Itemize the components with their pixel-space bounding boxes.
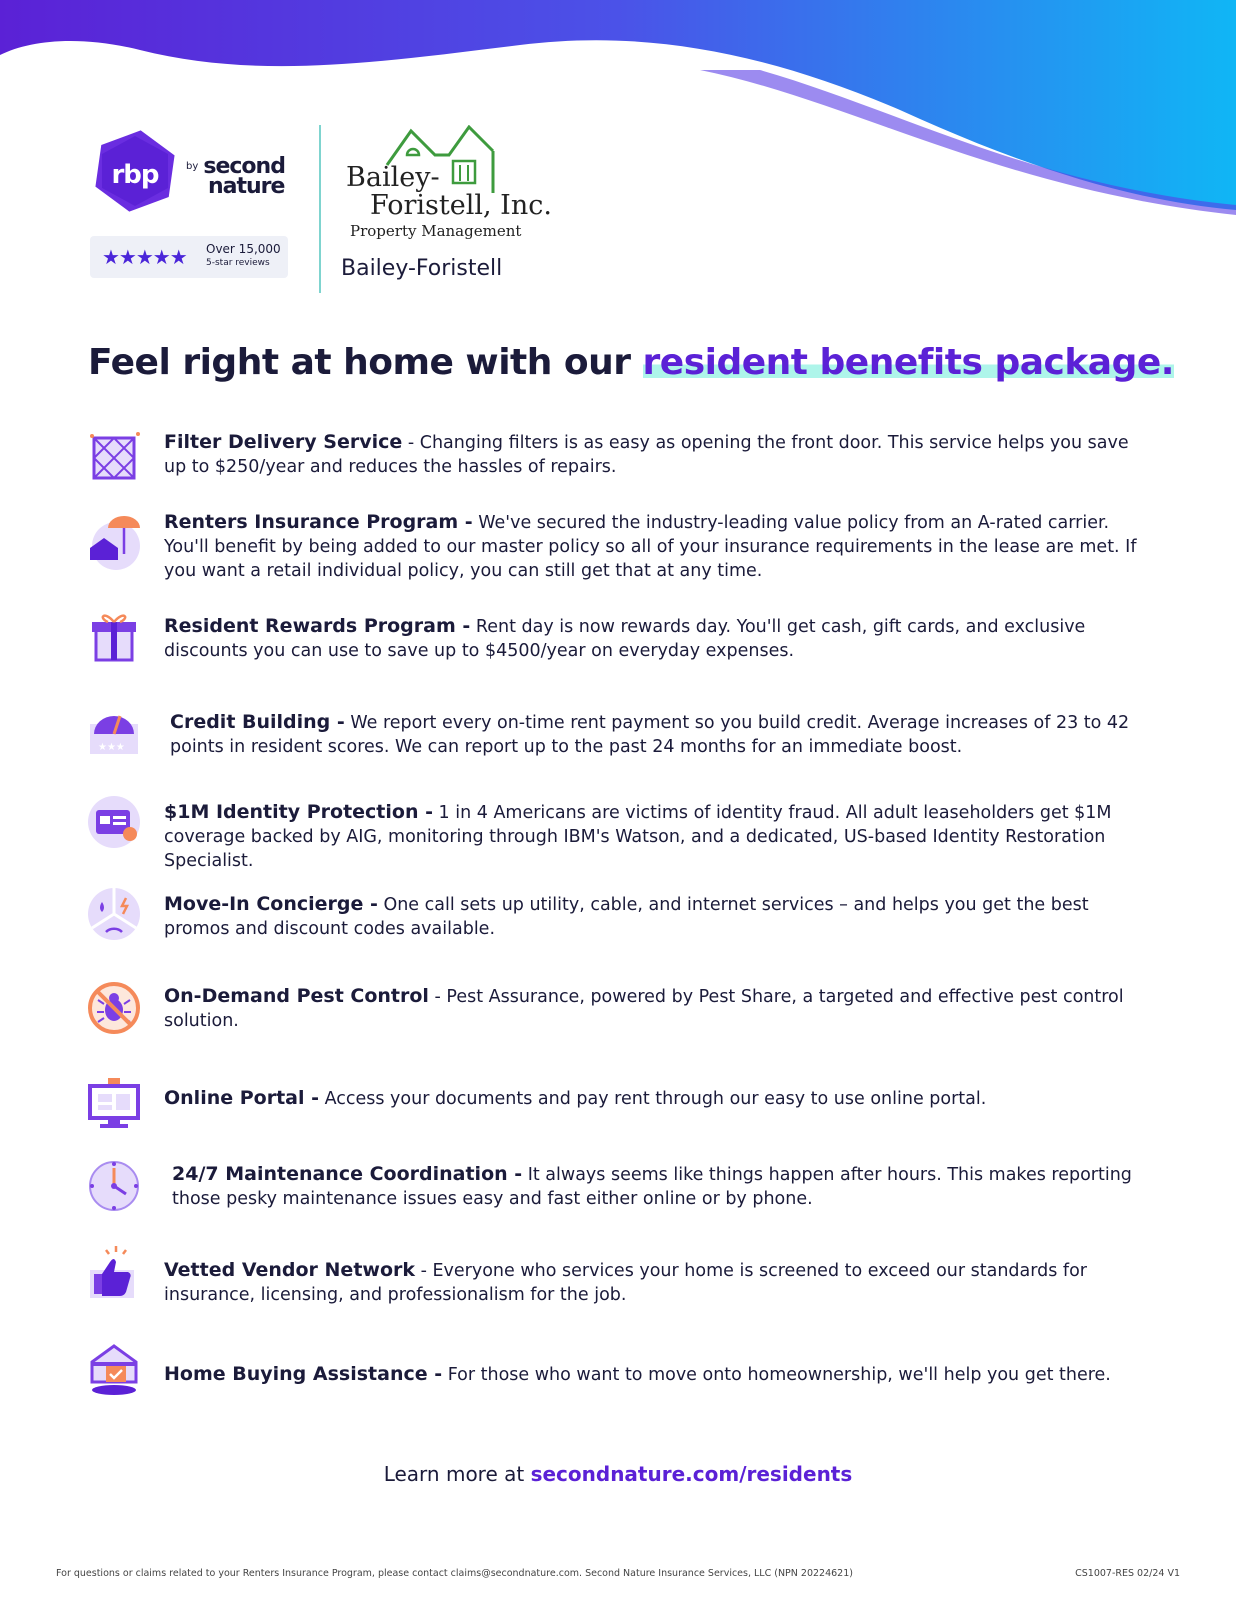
filter-icon	[86, 430, 142, 486]
learn-more-prefix: Learn more at	[383, 1462, 531, 1486]
benefit-title: Vetted Vendor Network	[164, 1259, 416, 1281]
computer-portal-icon	[86, 1076, 142, 1132]
benefit-text	[164, 1362, 1154, 1387]
benefit-description: - Pest Assurance, powered by Pest Share, a targeted and effective pest control solution.	[164, 987, 1124, 1031]
benefit-description: We've secured the industry-leading value policy from an A-rated carrier. You'll benefit by being added to our master policy so all of your insurance requirements in the lease are met. If you want a retail individual policy, you can still get that at any time.	[164, 513, 1137, 581]
benefit-description: We report every on-time rent payment so you build credit. Average increases of 23 to 42 points in resident scores. We can report up to the past 24 months for an immediate boost.	[170, 713, 1130, 757]
headline-prefix: Feel right at home with our	[88, 342, 643, 383]
partner-name: Bailey-Foristell	[341, 256, 503, 281]
benefit-title: Home Buying Assistance -	[164, 1363, 443, 1385]
headline-highlight: resident benefits package.	[642, 342, 1174, 383]
thumbs-up-icon	[86, 1244, 142, 1300]
logo-divider	[319, 125, 321, 293]
benefit-description: For those who want to move onto homeownership, we'll help you get there.	[442, 1365, 1111, 1385]
benefit-text	[164, 510, 1154, 583]
utilities-icon	[86, 886, 142, 942]
benefit-text	[164, 1086, 1154, 1111]
reviews-count: Over 15,000	[206, 242, 281, 256]
partner-logo-line1: Bailey-	[346, 162, 440, 193]
learn-more	[0, 1462, 1236, 1486]
rbp-logo-text: rbp	[111, 160, 159, 190]
benefit-description: Access your documents and pay rent through our easy to use online portal.	[319, 1089, 987, 1109]
benefit-title: 24/7 Maintenance Coordination -	[172, 1163, 523, 1185]
benefit-text	[164, 892, 1154, 941]
clock-icon	[86, 1158, 142, 1214]
reviews-label: 5-star reviews	[206, 258, 270, 268]
benefit-text	[170, 710, 1160, 759]
svg-text:★★★: ★★★	[98, 742, 125, 753]
benefit-title: Credit Building -	[170, 711, 345, 733]
benefit-text	[164, 1258, 1154, 1307]
second-nature-wordmark	[186, 154, 285, 199]
gift-icon	[86, 608, 142, 664]
by-label: by	[186, 161, 199, 172]
benefit-description: One call sets up utility, cable, and internet services – and helps you get the best promos and discount codes available.	[164, 895, 1089, 939]
benefit-title: Move-In Concierge -	[164, 893, 378, 915]
footer-code: CS1007-RES 02/24 V1	[1075, 1568, 1180, 1579]
house-check-icon	[86, 1340, 142, 1396]
benefit-text	[164, 984, 1154, 1033]
partner-logo-line3: Property Management	[350, 222, 522, 240]
reviews-badge	[90, 236, 288, 278]
page-headline	[88, 342, 1174, 383]
benefit-text	[164, 800, 1154, 873]
benefit-description: Rent day is now rewards day. You'll get cash, gift cards, and exclusive discounts you can use to save up to $4500/year on everyday expenses.	[164, 617, 1086, 661]
umbrella-house-icon	[86, 514, 142, 570]
benefit-description: - Changing filters is as easy as opening the front door. This service helps you save up to $250/year and reduces the hassles of repairs.	[164, 433, 1129, 477]
benefit-title: On-Demand Pest Control	[164, 985, 429, 1007]
benefit-title: Resident Rewards Program -	[164, 615, 471, 637]
benefit-text	[172, 1162, 1162, 1211]
learn-more-link[interactable]: secondnature.com/residents	[530, 1462, 853, 1486]
benefit-text	[164, 614, 1154, 663]
benefit-description: It always seems like things happen after hours. This makes reporting those pesky maintenance issues easy and fast either online or by phone.	[172, 1165, 1132, 1209]
benefit-description: - Everyone who services your home is screened to exceed our standards for insurance, licensing, and professionalism for the job.	[164, 1261, 1087, 1305]
no-bug-icon	[86, 980, 142, 1036]
benefit-title: Filter Delivery Service	[164, 431, 403, 453]
benefit-title: Online Portal -	[164, 1087, 319, 1109]
benefit-title: $1M Identity Protection -	[164, 801, 433, 823]
benefit-description: 1 in 4 Americans are victims of identity fraud. All adult leaseholders get $1M coverage backed by AIG, monitoring through IBM's Watson, and a dedicated, US-based Identity Restoration Specialist.	[164, 803, 1112, 871]
id-card-icon	[86, 794, 142, 850]
benefit-title: Renters Insurance Program -	[164, 511, 473, 533]
partner-logo-line2: Foristell, Inc.	[370, 190, 552, 221]
footer-disclaimer: For questions or claims related to your Renters Insurance Program, please contact claims@secondnature.com. Second Nature Insurance Services, LLC (NPN 20224621)	[56, 1568, 853, 1579]
nature-label: nature	[208, 174, 285, 199]
credit-gauge-icon	[86, 704, 142, 760]
five-stars-icon: ★★★★★	[102, 245, 187, 269]
benefit-text	[164, 430, 1154, 479]
second-label: second	[203, 154, 285, 179]
